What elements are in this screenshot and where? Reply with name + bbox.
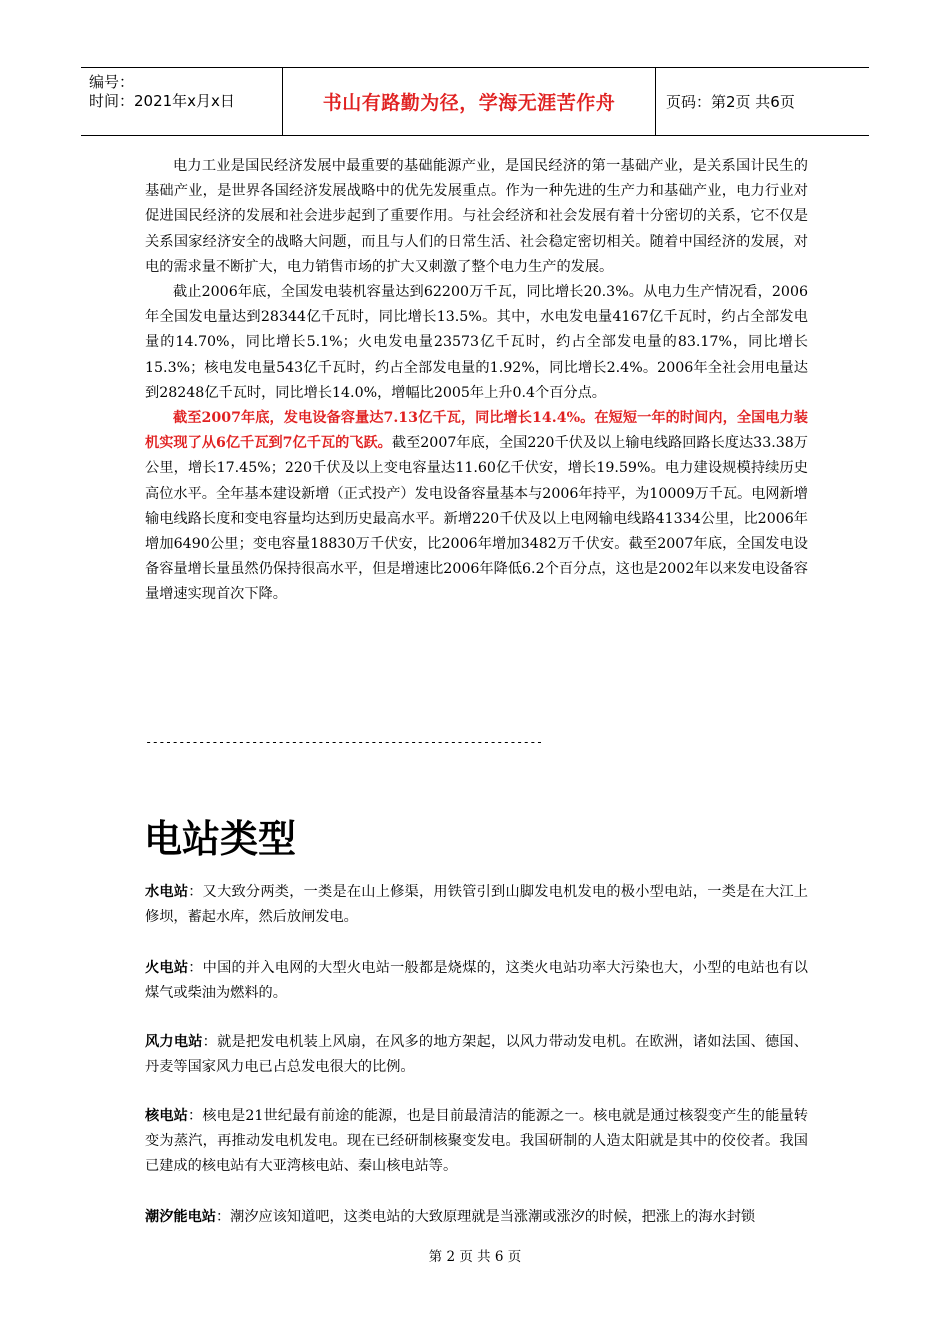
station-desc: ：潮汐应该知道吧，这类电站的大致原理就是当涨潮或涨汐的时候，把涨上的海水封锁 [215, 1209, 756, 1225]
station-item-hydro [145, 880, 808, 930]
header-page-number: 页码：第2页 共6页 [666, 93, 795, 111]
header-left-cell [81, 68, 282, 135]
station-item-tidal [145, 1205, 808, 1230]
station-desc: ：核电是21世纪最有前途的能源，也是目前最清洁的能源之一。核电就是通过核裂变产生的能量转变为蒸汽，再推动发电机发电。现在已经研制核聚变发电。我国研制的人造太阳就是其中的佼佼者。我国已建成的核电站有大亚湾核电站、秦山核电站等。 [145, 1108, 808, 1175]
page-footer: 第 2 页 共 6 页 [428, 1249, 522, 1265]
station-item-wind [145, 1030, 808, 1080]
station-desc: ：就是把发电机装上风扇，在风多的地方架起，以风力带动发电机。在欧洲，诸如法国、德国、丹麦等国家风力电已占总发电很大的比例。 [145, 1034, 808, 1076]
separator-line: ------------------------------------------------------------ [145, 735, 543, 749]
intro-section [145, 154, 808, 608]
document-number-label: 编号： [89, 73, 135, 91]
paragraph-2: 截止2006年底，全国发电装机容量达到62200万千瓦，同比增长20.3%。从电力生产情况看，2006年全国发电量达到28344亿千瓦时，同比增长13.5%。其中，水电发电量4167亿千瓦时，约占全部发电量的14.70%，同比增长5.1%；火电发电量23573亿千瓦时，约占全部发电量的83.17%，同比增长15.3%；核电发电量543亿千瓦时，约占全部发电量的1.92%，同比增长2.4%。2006年全社会用电量达到28248亿千瓦时，同比增长14.0%，增幅比2005年上升0.4个百分点。 [145, 284, 808, 401]
station-name: 风力电站 [145, 1034, 203, 1050]
station-item-nuclear [145, 1104, 808, 1180]
station-desc: ：中国的并入电网的大型火电站一般都是烧煤的，这类火电站功率大污染也大，小型的电站也有以煤气或柴油为燃料的。 [145, 960, 808, 1002]
station-name: 水电站 [145, 884, 189, 900]
section-title: 电站类型 [144, 817, 297, 861]
highlighted-text: 截至2007年底，发电设备容量达7.13亿千瓦，同比增长14.4%。在短短一年的时间内，全国电力装机实现了从6亿千瓦到7亿千瓦的飞跃。 [145, 410, 808, 452]
document-time-label: 时间：2021年x月x日 [89, 92, 235, 110]
paragraph-3 [145, 406, 808, 608]
paragraph-3-rest: 截至2007年底，全国220千伏及以上输电线路回路长度达33.38万公里，增长17.45%；220千伏及以上变电容量达11.60亿千伏安，增长19.59%。电力建设规模持续历史高位水平。全年基本建设新增（正式投产）发电设备容量基本与2006年持平，为10009万千瓦。电网新增输电线路长度和变电容量均达到历史最高水平。新增220千伏及以上电网输电线路41334公里，比2006年增加6490公里；变电容量18830万千伏安，比2006年增加3482万千伏安。截至2007年底，全国发电设备容量增长量虽然仍保持很高水平，但是增速比2006年降低6.2个百分点，这也是2002年以来发电设备容量增速实现首次下降。 [145, 435, 808, 603]
page-header [81, 67, 869, 136]
station-name: 火电站 [145, 960, 189, 976]
station-name: 潮汐能电站 [145, 1209, 216, 1225]
paragraph-1: 电力工业是国民经济发展中最重要的基础能源产业，是国民经济的第一基础产业，是关系国计民生的基础产业，是世界各国经济发展战略中的优先发展重点。作为一种先进的生产力和基础产业，电力行业对促进国民经济的发展和社会进步起到了重要作用。与社会经济和社会发展有着十分密切的关系，它不仅是关系国家经济安全的战略大问题，而且与人们的日常生活、社会稳定密切相关。随着中国经济的发展，对电的需求量不断扩大，电力销售市场的扩大又刺激了整个电力生产的发展。 [145, 158, 808, 275]
station-item-thermal [145, 956, 808, 1006]
station-name: 核电站 [145, 1108, 188, 1124]
header-motto: 书山有路勤为径，学海无涯苦作舟 [282, 68, 656, 135]
station-desc: ：又大致分两类，一类是在山上修渠，用铁管引到山脚发电机发电的极小型电站，一类是在大江上修坝，蓄起水库，然后放闸发电。 [145, 884, 808, 926]
